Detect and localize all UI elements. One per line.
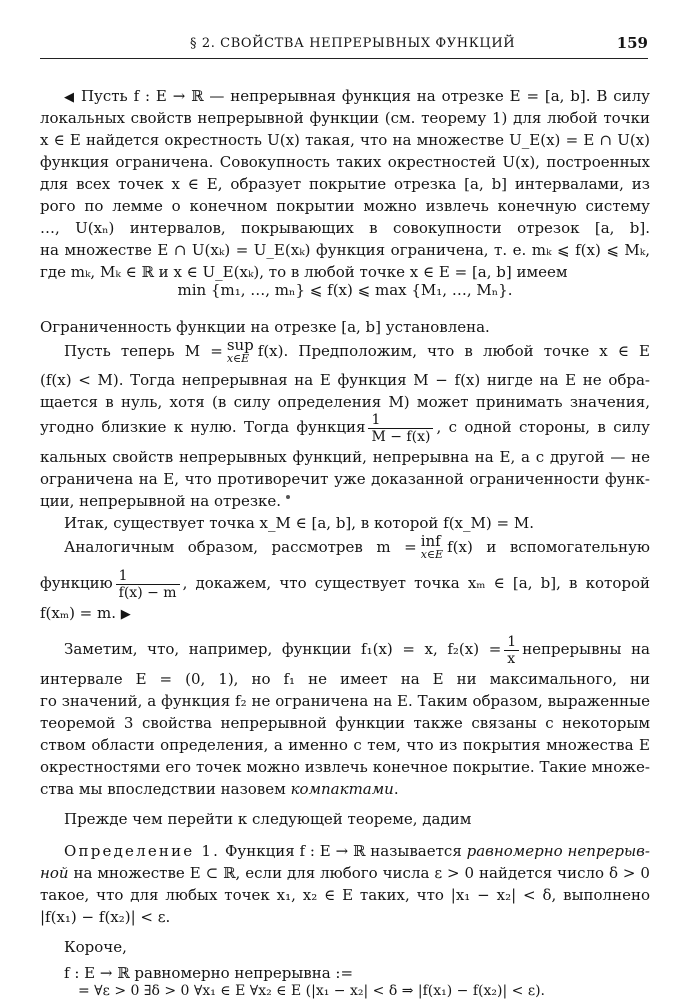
proof-line: ции, непрерывной на отрезке. [40, 492, 282, 510]
fraction: $\frac{1}{f(x) - m}$ [116, 568, 180, 601]
proof-line: функцию $\frac{1}{f(x) - m}$ , докажем, что существует точка xₘ ∈ [a, b], в которой [40, 567, 650, 600]
shorter-line: f : E → ℝ равномерно непрерывна := [64, 964, 354, 982]
proof-line: Пусть теперь M = sup x∈E f(x). Предположим, что в любой точке x ∈ E [64, 336, 650, 365]
proof-line: ограничена на E, что противоречит уже доказанной ограниченности функ- [40, 470, 650, 488]
proof-line: локальных свойств непрерывной функции (см. теорему 1) для любой точки [40, 109, 650, 127]
header-rule [40, 58, 648, 59]
definition-label: Определение 1. [64, 842, 221, 860]
inf-operator: inf x∈E [420, 532, 444, 561]
definition-line: такое, что для любых точек x₁, x₂ ∈ E таких, что |x₁ − x₂| < δ, выполнено [40, 886, 650, 904]
running-header [40, 30, 648, 60]
proof-line: рого по лемме о конечном покрытии можно извлечь конечную систему [40, 197, 650, 215]
shorter-line: Короче, [64, 938, 127, 956]
proof-start-mark: ◀ [64, 90, 76, 105]
proof-line: Аналогичным образом, рассмотрев m = inf x∈E f(x) и вспомогательную [64, 532, 650, 561]
proof-line: f(xₘ) = m. ▶ [40, 604, 131, 622]
proof-line: x ∈ E найдется окрестность U(x) такая, что на множестве U_E(x) = E ∩ U(x) [40, 131, 650, 149]
remark-line: окрестностями его точек можно извлечь конечное покрытие. Такие множе- [40, 758, 650, 776]
section-title: § 2. СВОЙСТВА НЕПРЕРЫВНЫХ ФУНКЦИЙ [190, 36, 516, 51]
remark-line: го значений, а функция f₂ не ограничена на E. Таким образом, выраженные [40, 692, 650, 710]
proof-line: Ограниченность функции на отрезке [a, b] установлена. [40, 318, 490, 336]
definition-line: Определение 1. Функция f : E → ℝ называется равномерно непрерыв- [64, 842, 650, 860]
proof-line: функция ограничена. Совокупность таких окрестностей U(x), построенных [40, 153, 650, 171]
shorter-formula: = ∀ε > 0 ∃δ > 0 ∀x₁ ∈ E ∀x₂ ∈ E (|x₁ − x₂| < δ ⇒ |f(x₁) − f(x₂)| < ε). [78, 983, 545, 999]
term-emphasis: равномерно непрерыв- [466, 842, 650, 860]
fraction: $\frac{1}{M - f(x)}$ [368, 412, 433, 445]
proof-line: (f(x) < M). Тогда непрерывная на E функция M − f(x) нигде на E не обра- [40, 371, 650, 389]
proof-line: угодно близкие к нулю. Тогда функция $\frac{1}{M - f(x)}$ , с одной стороны, в силу [40, 411, 650, 444]
remark-line: Заметим, что, например, функции f₁(x) = x, f₂(x) = $\frac{1}{x}$ непрерывны на [64, 633, 650, 666]
sup-operator: sup x∈E [226, 336, 254, 365]
proof-line: где mₖ, Mₖ ∈ ℝ и x ∈ U_E(xₖ), то в любой точке x ∈ E = [a, b] имеем [40, 263, 568, 281]
proof-line: Итак, существует точка x_M ∈ [a, b], в которой f(x_M) = M. [64, 514, 534, 532]
term-emphasis: компактами [290, 780, 394, 798]
remark-line: теоремой 3 свойства непрерывной функции также связаны с некоторым [40, 714, 650, 732]
page-number: 159 [616, 34, 648, 52]
proof-line: на множестве E ∩ U(xₖ) = U_E(xₖ) функция ограничена, т. е. mₖ ⩽ f(x) ⩽ Mₖ, [40, 241, 650, 259]
definition-line: ной на множестве E ⊂ ℝ, если для любого числа ε > 0 найдется число δ > 0 [40, 864, 650, 882]
proof-line: кальных свойств непрерывных функций, непрерывна на E, а с другой — не [40, 448, 650, 466]
scan-speck [286, 495, 290, 499]
proof-line: …, U(xₙ) интервалов, покрывающих в совокупности отрезок [a, b]. [40, 219, 650, 237]
display-formula: min {m₁, …, mₙ} ⩽ f(x) ⩽ max {M₁, …, Mₙ}. [177, 281, 513, 299]
proof-line: ◀ Пусть f : E → ℝ — непрерывная функция на отрезке E = [a, b]. В силу [64, 87, 650, 105]
proof-line: для всех точек x ∈ E, образует покрытие отрезка [a, b] интервалами, из [40, 175, 650, 193]
remark-line: интервале E = (0, 1), но f₁ не имеет на E ни максимального, ни [40, 670, 650, 688]
proof-line: щается в нуль, хотя (в силу определения M) может принимать значения, [40, 393, 650, 411]
definition-line: |f(x₁) − f(x₂)| < ε. [40, 908, 171, 926]
remark-line: ством области определения, а именно с тем, что из покрытия множества E [40, 736, 650, 754]
term-emphasis: ной [40, 864, 69, 882]
fraction: $\frac{1}{x}$ [504, 634, 519, 667]
remark-line: ства мы впоследствии назовем компактами. [40, 780, 399, 798]
proof-end-mark: ▶ [120, 607, 131, 622]
remark-line: Прежде чем перейти к следующей теореме, дадим [64, 810, 472, 828]
